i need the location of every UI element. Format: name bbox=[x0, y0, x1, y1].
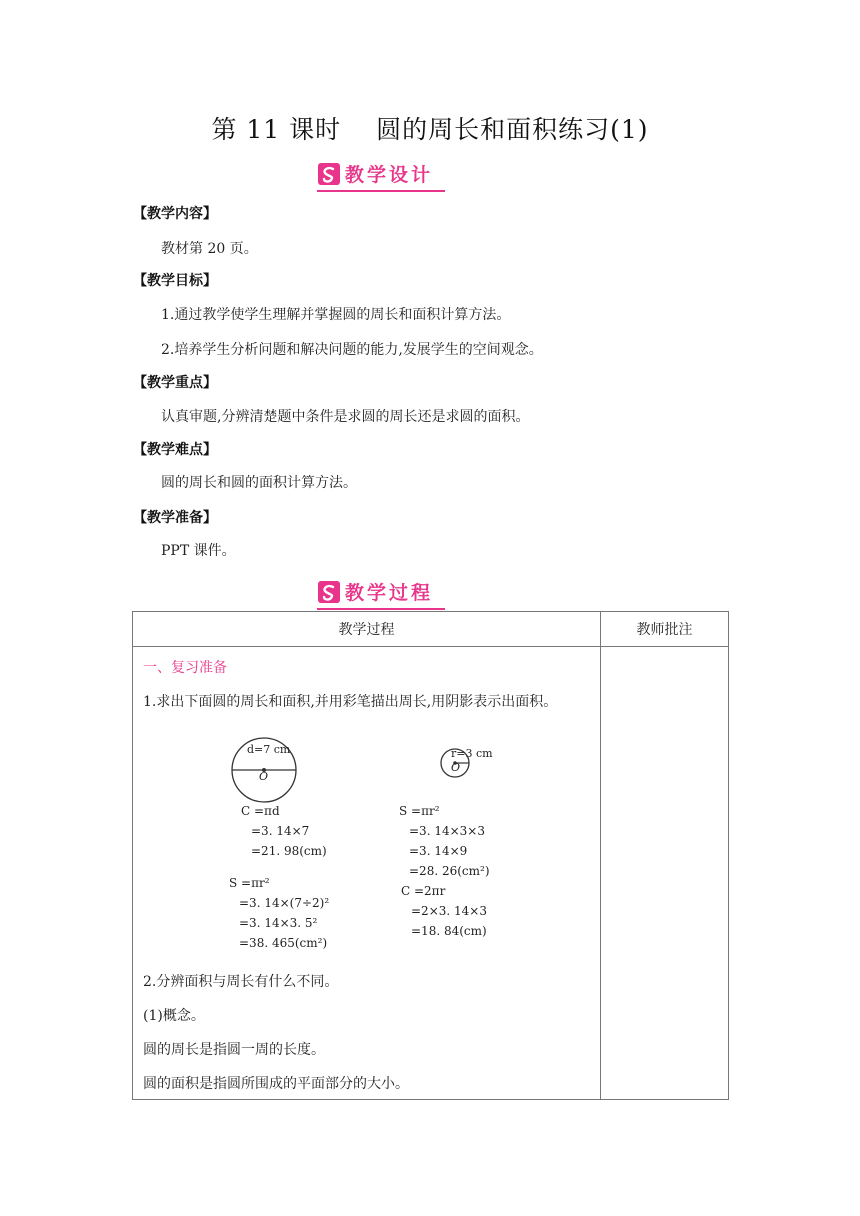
goals-heading: 【教学目标】 bbox=[133, 273, 217, 289]
calc-line: C =πd bbox=[241, 804, 280, 818]
goal-1-text: 1.通过教学使学生理解并掌握圆的周长和面积计算方法。 bbox=[161, 307, 511, 323]
question-2: 2.分辨面积与周长有什么不同。 bbox=[143, 974, 339, 990]
key-point-heading: 【教学重点】 bbox=[133, 375, 217, 391]
column-header-notes: 教师批注 bbox=[601, 612, 729, 647]
calc-line: S =πr² bbox=[229, 876, 270, 890]
calc-line: C =2πr bbox=[401, 884, 446, 898]
key-point-text: 认真审题,分辨清楚题中条件是求圆的周长还是求圆的面积。 bbox=[161, 409, 530, 425]
table-header-row bbox=[133, 612, 729, 647]
column-header-process: 教学过程 bbox=[133, 612, 601, 647]
calc-line: =2×3. 14×3 bbox=[411, 904, 487, 918]
calc-line: =18. 84(cm) bbox=[411, 924, 487, 938]
table-row bbox=[133, 647, 729, 1100]
preparation-heading: 【教学准备】 bbox=[133, 510, 217, 526]
question-1: 1.求出下面圆的周长和面积,并用彩笔描出周长,用阴影表示出面积。 bbox=[143, 694, 558, 710]
calc-line: =3. 14×9 bbox=[409, 844, 468, 858]
calc-line: =38. 465(cm²) bbox=[239, 936, 328, 950]
area-definition: 圆的面积是指圆所围成的平面部分的大小。 bbox=[143, 1076, 409, 1092]
teacher-notes-cell bbox=[601, 647, 729, 1100]
design-banner-label: 教学设计 bbox=[343, 160, 441, 189]
calc-line: =21. 98(cm) bbox=[251, 844, 327, 858]
design-banner bbox=[318, 160, 441, 188]
preparation-text: PPT 课件。 bbox=[161, 543, 236, 559]
calc-line: =3. 14×3×3 bbox=[409, 824, 485, 838]
circle1-diameter-label: d=7 cm bbox=[247, 743, 291, 756]
process-cell bbox=[133, 647, 601, 1100]
calc-line: =3. 14×7 bbox=[251, 824, 310, 838]
swirl-logo-icon bbox=[318, 163, 340, 185]
difficulty-text: 圆的周长和圆的面积计算方法。 bbox=[161, 475, 357, 491]
calc-line: =3. 14×(7÷2)² bbox=[239, 896, 330, 910]
content-text: 教材第 20 页。 bbox=[161, 241, 258, 257]
calc-line: S =πr² bbox=[399, 804, 440, 818]
circle2-center-label: O bbox=[451, 761, 461, 774]
goal-2-text: 2.培养学生分析问题和解决问题的能力,发展学生的空间观念。 bbox=[161, 342, 543, 358]
process-banner bbox=[318, 578, 441, 606]
page-title: 第 11 课时 圆的周长和面积练习(1) bbox=[211, 115, 649, 144]
content-heading: 【教学内容】 bbox=[133, 206, 217, 222]
circle1-center-label: O bbox=[259, 770, 269, 783]
process-banner-label: 教学过程 bbox=[343, 578, 441, 607]
circle2-radius-label: r=3 cm bbox=[451, 747, 493, 760]
concept-label: (1)概念。 bbox=[143, 1008, 205, 1024]
swirl-logo-icon bbox=[318, 581, 340, 603]
teaching-process-table bbox=[132, 611, 729, 1100]
review-title: 一、复习准备 bbox=[143, 660, 227, 676]
calc-line: =3. 14×3. 5² bbox=[239, 916, 318, 930]
difficulty-heading: 【教学难点】 bbox=[133, 442, 217, 458]
perimeter-definition: 圆的周长是指圆一周的长度。 bbox=[143, 1042, 325, 1058]
calc-line: =28. 26(cm²) bbox=[409, 864, 490, 878]
